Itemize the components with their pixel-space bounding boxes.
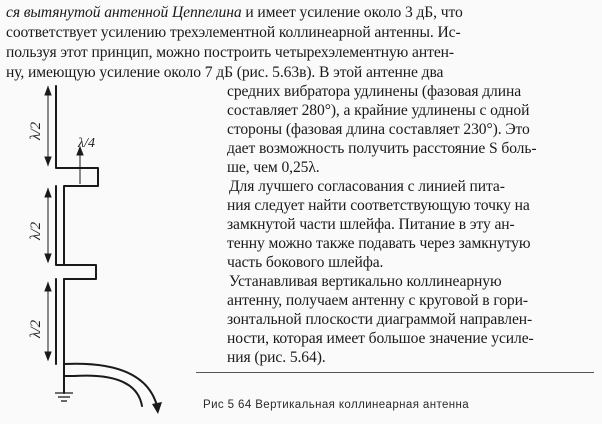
text-line-12: замкнутой части шлейфа. Питание в эту ан- [227, 216, 515, 233]
feed-line-outer [74, 376, 142, 406]
text-line-1-rest: и имеет усиление около 3 дБ, что [241, 4, 463, 21]
label-half-wave-3: λ/2 [28, 319, 44, 338]
feed-bend [64, 364, 74, 376]
label-quarter-wave: λ/4 [78, 136, 95, 151]
label-half-wave-1: λ/2 [28, 121, 44, 140]
caption-rule [196, 372, 594, 373]
text-line-13: тенну можно также подавать через замкнутую [227, 235, 531, 252]
text-line-5: средних вибратора удлинены (фазовая длина [227, 83, 522, 100]
text-line-3: пользуя этот принцип, можно построить четырехэлементную антен- [6, 44, 454, 61]
text-line-9: ше, чем 0,25λ. [227, 159, 320, 176]
figure-caption: Рис 5 64 Вертикальная коллинеарная антенна [203, 399, 470, 411]
dimension-arrow-2-top [45, 189, 51, 197]
phasing-stub-lower [56, 186, 96, 279]
text-line-7: стороны (фазовая длина составляет 230°). Это [227, 121, 530, 138]
text-line-8: дает возможность получить расстояние S боль- [227, 140, 537, 157]
feed-arrow-head [152, 402, 162, 414]
ground-symbol [55, 393, 73, 401]
text-line-16: антенну, получаем антенну с круговой в гори- [227, 292, 528, 309]
text-line-18: ности, которая имеет большое значение усиле- [227, 330, 534, 347]
dimension-arrow-1-bottom [45, 157, 51, 165]
feed-line [64, 364, 158, 410]
dimension-arrow-1-top [45, 87, 51, 95]
text-line-4: ну, имеющую усиление около 7 дБ (рис. 5.63в). В этой антенне два [6, 64, 444, 81]
label-half-wave-2: λ/2 [28, 221, 44, 240]
text-line-6: составляет 280°), а крайние удлинены с одной [227, 102, 530, 119]
text-line-1 [6, 3, 463, 22]
dimension-arrow-3-top [45, 283, 51, 291]
text-line-10: Для лучшего согласования с линией пита- [229, 178, 505, 195]
text-line-17: зонтальной плоскости диаграммой направлен- [227, 311, 533, 328]
text-line-14: часть бокового шлейфа. [227, 254, 384, 271]
text-line-1-italic: ся вытянутой антенной Цеппелина [6, 4, 242, 21]
antenna-figure [0, 80, 225, 424]
text-line-2: соответствует усилению трехэлементной коллинеарной антенны. Ис- [6, 24, 461, 41]
dimension-arrow-2-bottom [45, 254, 51, 262]
text-line-15: Устанавливая вертикально коллинеарную [229, 273, 502, 290]
radiator-element-1 [56, 86, 98, 265]
dimension-arrow-3-bottom [45, 352, 51, 360]
text-line-11: ния следует найти соответствующую точку на [227, 197, 530, 214]
text-line-19: ния (рис. 5.64). [227, 349, 326, 366]
